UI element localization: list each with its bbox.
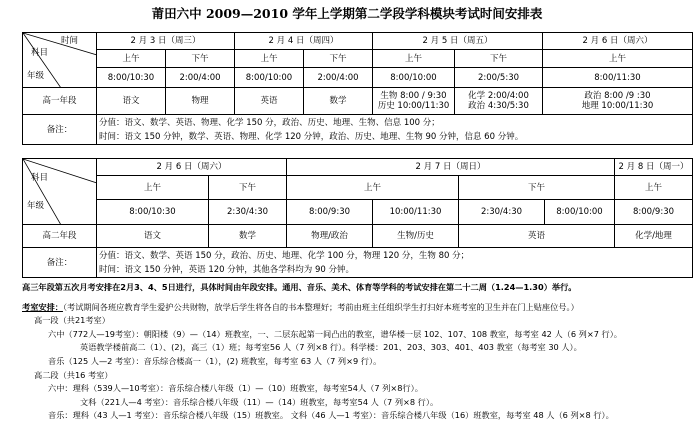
time-cell: 8:00/10:30	[97, 200, 209, 225]
date-header: 2 月 4 日（周四）	[235, 33, 373, 50]
corner-subject-label: 科目	[31, 48, 49, 58]
subject-line: 政治 8:00 /9 :30	[584, 91, 651, 101]
room-arrangement-note	[22, 301, 692, 315]
time-cell: 2:00/4:00	[304, 68, 373, 88]
remark-cell	[97, 248, 693, 278]
period-cell: 上午	[287, 176, 459, 200]
period-cell: 下午	[455, 50, 543, 68]
subject-cell: 英语	[235, 88, 304, 115]
time-cell: 2:30/4:30	[209, 200, 287, 225]
grade1-room-line: 音乐（125 人—2 考室）：音乐综合楼高一（1），(2) 班教室，每考室 63 人（7 列×9 行）。	[48, 355, 382, 366]
exam-notes	[22, 281, 692, 423]
page-title: 莆田六中 2009—2010 学年上学期第二学段学科模块考试时间安排表	[151, 6, 543, 21]
corner-subject-label: 科目	[31, 173, 49, 183]
subject-line: 历史 10:00/11:30	[377, 101, 450, 111]
date-header: 2 月 7 日（周日）	[287, 159, 615, 176]
subject-line: 地理 10:00/11:30	[581, 101, 654, 111]
remark-line: 时间：语文 150 分钟，数学、英语、物理、化学 120 分钟，政治、历史、地理、生物 90 分钟，信息 60 分钟。	[99, 131, 524, 142]
subject-line: 化学 2:00/4:00	[468, 91, 529, 101]
subject-cell: 英语	[459, 225, 615, 248]
time-cell: 8:00/10:30	[97, 68, 166, 88]
time-cell: 8:00/10:00	[235, 68, 304, 88]
remark-cell	[97, 115, 693, 145]
grade2-room-line: 音乐：理科（43 人—1 考室）：音乐综合楼八年级（15）班教室。 文科（46 人—1 考室）：音乐综合楼八年级（16）班教室，每考室 48 人（6 列×8 行）。	[48, 410, 614, 421]
grade-row-label: 高二年段	[23, 225, 97, 248]
subject-cell	[455, 88, 543, 115]
period-cell: 上午	[235, 50, 304, 68]
time-cell: 8:00/11:30	[543, 68, 693, 88]
grade2-room-line: 文科（221人—4 考室）：音乐综合楼八年级（11）—（14）班教室，每考室54 人（7 列×8 行）。	[80, 396, 439, 407]
time-cell: 2:00/4:00	[166, 68, 235, 88]
subject-line: 政治 4:30/5:30	[468, 101, 529, 111]
subject-cell: 生物/历史	[373, 225, 459, 248]
date-header: 2 月 5 日（周五）	[373, 33, 543, 50]
grade1-room-line: 英语教学楼前高二（1）、(2)，高三（1）班；每考室56 人（7 列×8 行）。科学楼：201、203、303、401、403 教室（每考室 30 人）。	[80, 342, 582, 353]
remark-label: 备注：	[23, 248, 97, 278]
time-cell: 8:00/10:00	[545, 200, 615, 225]
corner-grade-label: 年级	[27, 201, 45, 211]
grade3-note: 高三年段第五次月考安排在2月3、4、5日进行，具体时间由年段安排。通用、音乐、美术、体育等学科的考试安排在第二十二周（1.24—1.30）举行。	[22, 282, 577, 292]
subject-line: 生物 8:00 / 9:30	[380, 91, 447, 101]
room-arrangement-text: （考试期间各班应教育学生爱护公共财物，放学后学生将各自的书本整理好；考前由班主任组织学生打扫好本班考室的卫生并在门上贴座位号。）	[62, 301, 579, 312]
period-cell: 下午	[209, 176, 287, 200]
time-cell: 2:30/4:30	[459, 200, 545, 225]
subject-cell	[373, 88, 455, 115]
subject-cell: 语文	[97, 88, 166, 115]
period-cell: 上午	[615, 176, 693, 200]
corner-grade-label: 年级	[27, 71, 45, 81]
time-cell: 8:00/10:00	[373, 68, 455, 88]
subject-cell: 数学	[304, 88, 373, 115]
grade2-heading: 高二段（共16 考室）	[34, 369, 113, 380]
time-cell: 2:00/5:30	[455, 68, 543, 88]
date-header: 2 月 8 日（周一）	[615, 159, 693, 176]
grade-row-label: 高一年段	[23, 88, 97, 115]
date-header: 2 月 3 日（周三）	[97, 33, 235, 50]
subject-cell: 数学	[209, 225, 287, 248]
grade1-room-line: 六中（772人—19考室）：朝阳楼（9）—（14）班教室，一、二层东起第一间凸出的教室，谱华楼一层 102、107、108 教室，每考室 42 人（6 列×7 行）。	[48, 328, 622, 339]
remark-line: 分值：语文、数学、英语、物理、化学 150 分，政治、历史、地理、生物、信息 100 分；	[99, 117, 440, 128]
corner-diagonal-lines	[23, 159, 97, 225]
period-cell: 上午	[543, 50, 693, 68]
remark-label: 备注：	[23, 115, 97, 145]
time-cell: 8:00/9:30	[287, 200, 373, 225]
time-cell: 8:00/9:30	[615, 200, 693, 225]
subject-cell: 语文	[97, 225, 209, 248]
grade2-schedule-table	[22, 158, 693, 278]
corner-time-label: 时间	[61, 36, 79, 46]
period-cell: 上午	[97, 176, 209, 200]
room-arrangement-heading: 考室安排：	[22, 301, 63, 312]
grade1-heading: 高一段（共21考室）	[34, 315, 110, 326]
period-cell: 上午	[97, 50, 166, 68]
subject-cell: 物理	[166, 88, 235, 115]
grade1-schedule-table	[22, 32, 693, 145]
header-corner-cell	[23, 33, 97, 88]
subject-cell	[543, 88, 693, 115]
period-cell: 下午	[304, 50, 373, 68]
period-cell: 下午	[166, 50, 235, 68]
date-header: 2 月 6 日（周六）	[97, 159, 287, 176]
subject-cell: 化学/地理	[615, 225, 693, 248]
remark-line: 时间：语文 150 分钟，英语 120 分钟，其他各学科均为 90 分钟。	[99, 264, 354, 275]
period-cell: 上午	[373, 50, 455, 68]
header-corner-cell	[23, 159, 97, 225]
period-cell: 下午	[459, 176, 615, 200]
date-header: 2 月 6 日（周六）	[543, 33, 693, 50]
remark-line: 分值：语文、数学、英语 150 分，政治、历史、地理、化学 100 分，物理 120 分，生物 80 分；	[99, 250, 470, 261]
grade2-room-line: 六中：理科（539人—10考室）：音乐综合楼八年级（1）—（10）班教室，每考室54人（7 列×8行）。	[48, 383, 423, 394]
time-cell: 10:00/11:30	[373, 200, 459, 225]
subject-cell: 物理/政治	[287, 225, 373, 248]
